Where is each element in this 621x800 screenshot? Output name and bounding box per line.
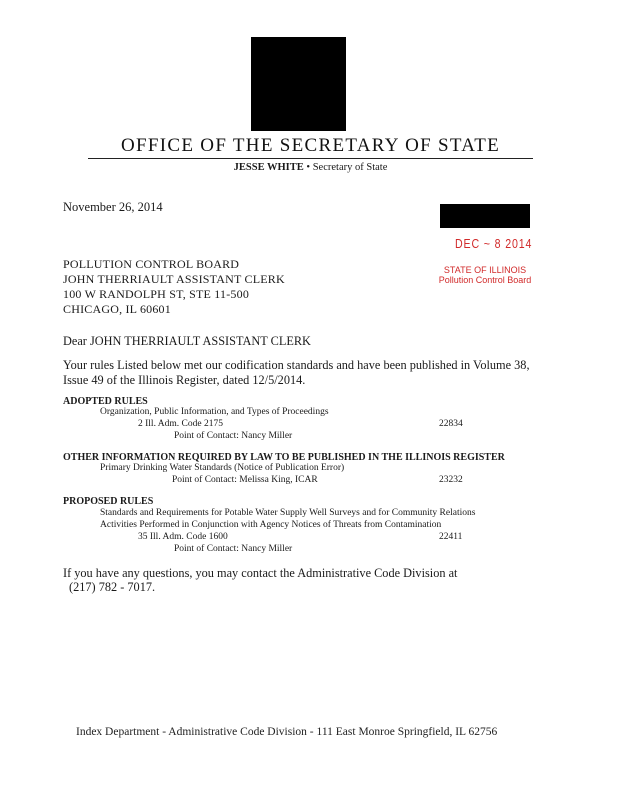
address-line: CHICAGO, IL 60601	[63, 302, 171, 316]
received-stamp-line1: STATE OF ILLINOIS	[443, 265, 527, 275]
secretary-title: Secretary of State	[312, 162, 388, 173]
office-title: OFFICE OF THE SECRETARY OF STATE	[120, 135, 501, 156]
address-line: JOHN THERRIAULT ASSISTANT CLERK	[63, 272, 285, 286]
body-line: Your rules Listed below met our codification standards and have been published in Volume 38,	[63, 358, 530, 372]
address-line: 100 W RANDOLPH ST, STE 11-500	[63, 287, 250, 301]
closing-line: If you have any questions, you may contact the Administrative Code Division at	[63, 566, 458, 580]
other-information-contact: Point of Contact: Melissa King, ICAR	[172, 475, 318, 485]
title-divider	[88, 158, 533, 159]
adopted-rule-code: 2 Ill. Adm. Code 2175	[138, 419, 223, 429]
secretary-name: JESSE WHITE	[233, 162, 304, 173]
adopted-rule-contact: Point of Contact: Nancy Miller	[174, 431, 293, 441]
proposed-rule-description-line1: Standards and Requirements for Potable Water Supply Well Surveys and for Community Relations	[100, 508, 476, 518]
address-line: POLLUTION CONTROL BOARD	[63, 257, 240, 271]
adopted-rule-description: Organization, Public Information, and Types of Proceedings	[100, 407, 329, 417]
received-stamp-date: DEC ~ 8 2014	[455, 237, 533, 251]
proposed-rules-heading: PROPOSED RULES	[63, 496, 154, 507]
adopted-rules-heading: ADOPTED RULES	[63, 396, 148, 407]
adopted-rule-page: 22834	[439, 419, 463, 429]
contact-phone: (217) 782 - 7017.	[69, 580, 156, 594]
proposed-rule-description-line2: Activities Performed in Conjunction with Agency Notices of Threats from Contamination	[100, 520, 442, 530]
other-information-description: Primary Drinking Water Standards (Notice of Publication Error)	[100, 463, 345, 473]
received-stamp-line2: Pollution Control Board	[438, 275, 532, 285]
salutation: Dear JOHN THERRIAULT ASSISTANT CLERK	[63, 334, 311, 348]
subtitle-bullet: •	[306, 162, 311, 173]
proposed-rule-code: 35 Ill. Adm. Code 1600	[138, 532, 228, 542]
redaction-block-top	[251, 37, 346, 131]
other-information-page: 23232	[439, 475, 463, 485]
other-information-heading: OTHER INFORMATION REQUIRED BY LAW TO BE PUBLISHED IN THE ILLINOIS REGISTER	[63, 452, 505, 463]
letter-date: November 26, 2014	[63, 200, 163, 214]
proposed-rule-contact: Point of Contact: Nancy Miller	[174, 544, 293, 554]
redaction-block-stamp	[440, 204, 530, 228]
letterhead-subtitle	[0, 162, 621, 173]
body-line: Issue 49 of the Illinois Register, dated 12/5/2014.	[63, 373, 306, 387]
footer-address: Index Department - Administrative Code Division - 111 East Monroe Springfield, IL 62756	[76, 726, 498, 738]
proposed-rule-page: 22411	[439, 532, 463, 542]
